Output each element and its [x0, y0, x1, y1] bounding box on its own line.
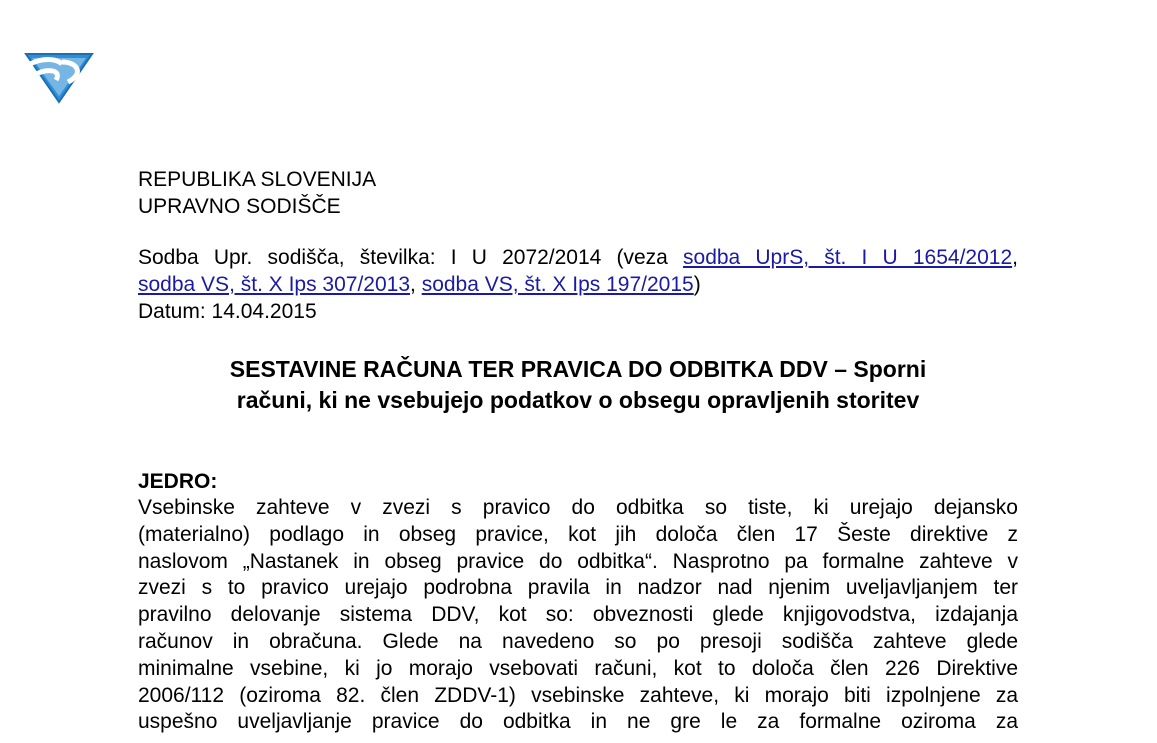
country-name: REPUBLIKA SLOVENIJA	[138, 168, 377, 191]
title-line-2: računi, ki ne vsebujejo podatkov o obsegu opravljenih storitev	[236, 387, 920, 413]
court-header	[138, 166, 376, 220]
case-reference	[138, 244, 1018, 325]
court-logo-icon	[22, 48, 96, 104]
core-paragraph	[138, 495, 1018, 736]
link-vs-x-ips-307-2013[interactable]: sodba VS, št. X Ips 307/2013	[138, 273, 411, 296]
reference-separator: ,	[1012, 246, 1018, 269]
reference-separator: ,	[410, 273, 422, 296]
court-name: UPRAVNO SODIŠČE	[138, 195, 341, 218]
paragraph-line: Vsebinske zahteve v zvezi s pravico do odbitka so tiste, ki urejajo dejansko	[138, 496, 1018, 519]
paragraph-line: zvezi s to pravico urejajo podrobna pravila in nadzor nad njenim uveljavljanjem ter	[138, 576, 1018, 600]
title-line-1: SESTAVINE RAČUNA TER PRAVICA DO ODBITKA DDV – Sporni	[229, 356, 927, 382]
core-heading: JEDRO:	[138, 470, 218, 493]
paragraph-line: minimalne vsebine, ki jo morajo vsebovati računi, kot to določa člen 226 Direktive	[138, 656, 1018, 680]
paragraph-line: pravilno delovanje sistema DDV, kot so: obveznosti glede knjigovodstva, izdajanja	[138, 603, 1018, 627]
link-uprs-i-u-1654-2012[interactable]: sodba UprS, št. I U 1654/2012	[683, 246, 1013, 269]
reference-prefix: Sodba Upr. sodišča, številka: I U 2072/2014 (veza	[138, 246, 684, 269]
paragraph-line: uspešno uveljavljanje pravice do odbitka in ne gre le za formalne oziroma za	[138, 710, 1018, 734]
document-title	[138, 354, 1018, 416]
paragraph-line: 2006/112 (oziroma 82. člen ZDDV-1) vsebinske zahteve, ki morajo biti izpolnjene za	[138, 683, 1018, 707]
reference-suffix: )	[693, 273, 701, 296]
reference-line	[138, 244, 1018, 271]
reference-line-2	[138, 271, 1018, 298]
paragraph-line: naslovom „Nastanek in obseg pravice do odbitka“. Nasprotno pa formalne zahteve v	[138, 549, 1018, 573]
paragraph-line: računov in obračuna. Glede na navedeno so po presoji sodišča zahteve glede	[138, 629, 1018, 653]
link-vs-x-ips-197-2015[interactable]: sodba VS, št. X Ips 197/2015	[421, 273, 694, 296]
decision-date: Datum: 14.04.2015	[138, 300, 317, 323]
paragraph-line: (materialno) podlago in obseg pravice, kot jih določa člen 17 Šeste direktive z	[138, 522, 1018, 546]
